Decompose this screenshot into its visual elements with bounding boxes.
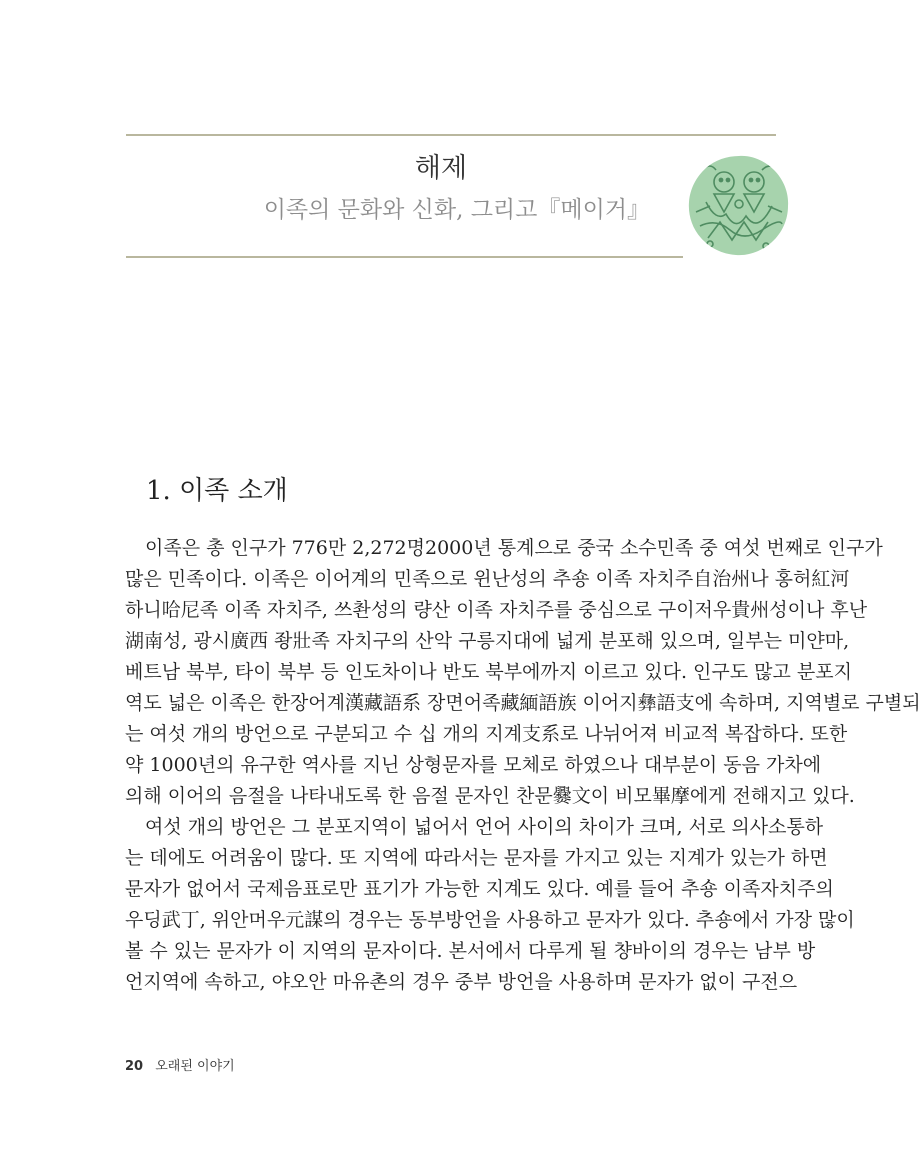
- body-text: [125, 533, 921, 998]
- text-line: 역도 넓은 이족은 한장어계漢藏語系 장면어족藏緬語族 이어지彝語支에 속하며, 지역별로 구별되: [125, 692, 921, 714]
- text-line: 여섯 개의 방언은 그 분포지역이 넓어서 언어 사이의 차이가 크며, 서로 의사소통하: [145, 816, 824, 838]
- page-number: 20: [125, 1059, 144, 1074]
- text-line: 베트남 북부, 타이 북부 등 인도차이나 반도 북부에까지 이르고 있다. 인구도 많고 분포지: [125, 661, 852, 683]
- text-line: 는 여섯 개의 방언으로 구분되고 수 십 개의 지계支系로 나뉘어져 비교적 복잡하다. 또한: [125, 723, 848, 745]
- text-line: 이족은 총 인구가 776만 2,272명2000년 통계으로 중국 소수민족 중 여섯 번째로 인구가: [145, 537, 883, 559]
- top-divider: [126, 134, 776, 136]
- text-line: 하니哈尼족 이족 자치주, 쓰촨성의 량산 이족 자치주를 중심으로 구이저우貴州성이나 후난: [125, 599, 868, 621]
- text-line: 볼 수 있는 문자가 이 지역의 문자이다. 본서에서 다루게 될 챵바이의 경우는 남부 방: [125, 940, 816, 962]
- text-line: 의해 이어의 음절을 나타내도록 한 음절 문자인 찬문爨文이 비모畢摩에게 전해지고 있다.: [125, 785, 855, 807]
- section-heading: 1. 이족 소개: [146, 476, 288, 506]
- text-line: 약 1000년의 유구한 역사를 지닌 상형문자를 모체로 하였으나 대부분이 동음 가차에: [125, 754, 822, 776]
- text-line: 언지역에 속하고, 야오안 마유촌의 경우 중부 방언을 사용하며 문자가 없이 구전으: [125, 971, 798, 993]
- page-footer: [125, 1055, 235, 1074]
- text-line: 는 데에도 어려움이 많다. 또 지역에 따라서는 문자를 가지고 있는 지계가 있는가 하면: [125, 847, 828, 869]
- chapter-subtitle: 이족의 문화와 신화, 그리고『메이거』: [263, 197, 650, 223]
- text-line: 많은 민족이다. 이족은 이어계의 민족으로 윈난성의 추숑 이족 자치주自治州나 홍허紅河: [125, 568, 850, 590]
- text-line: 우딩武丁, 위안머우元謀의 경우는 동부방언을 사용하고 문자가 있다. 추숑에서 가장 많이: [125, 909, 855, 931]
- text-line: 문자가 없어서 국제음표로만 표기가 가능한 지계도 있다. 예를 들어 추숑 이족자치주의: [125, 878, 834, 900]
- book-title: 오래된 이야기: [155, 1059, 235, 1074]
- text-line: 湖南성, 광시廣西 좡壯족 자치구의 산악 구릉지대에 넓게 분포해 있으며, 일부는 미얀마,: [125, 630, 850, 652]
- papercut-illustration: [686, 152, 792, 258]
- chapter-title: 해제: [414, 153, 468, 184]
- bottom-divider: [126, 256, 683, 258]
